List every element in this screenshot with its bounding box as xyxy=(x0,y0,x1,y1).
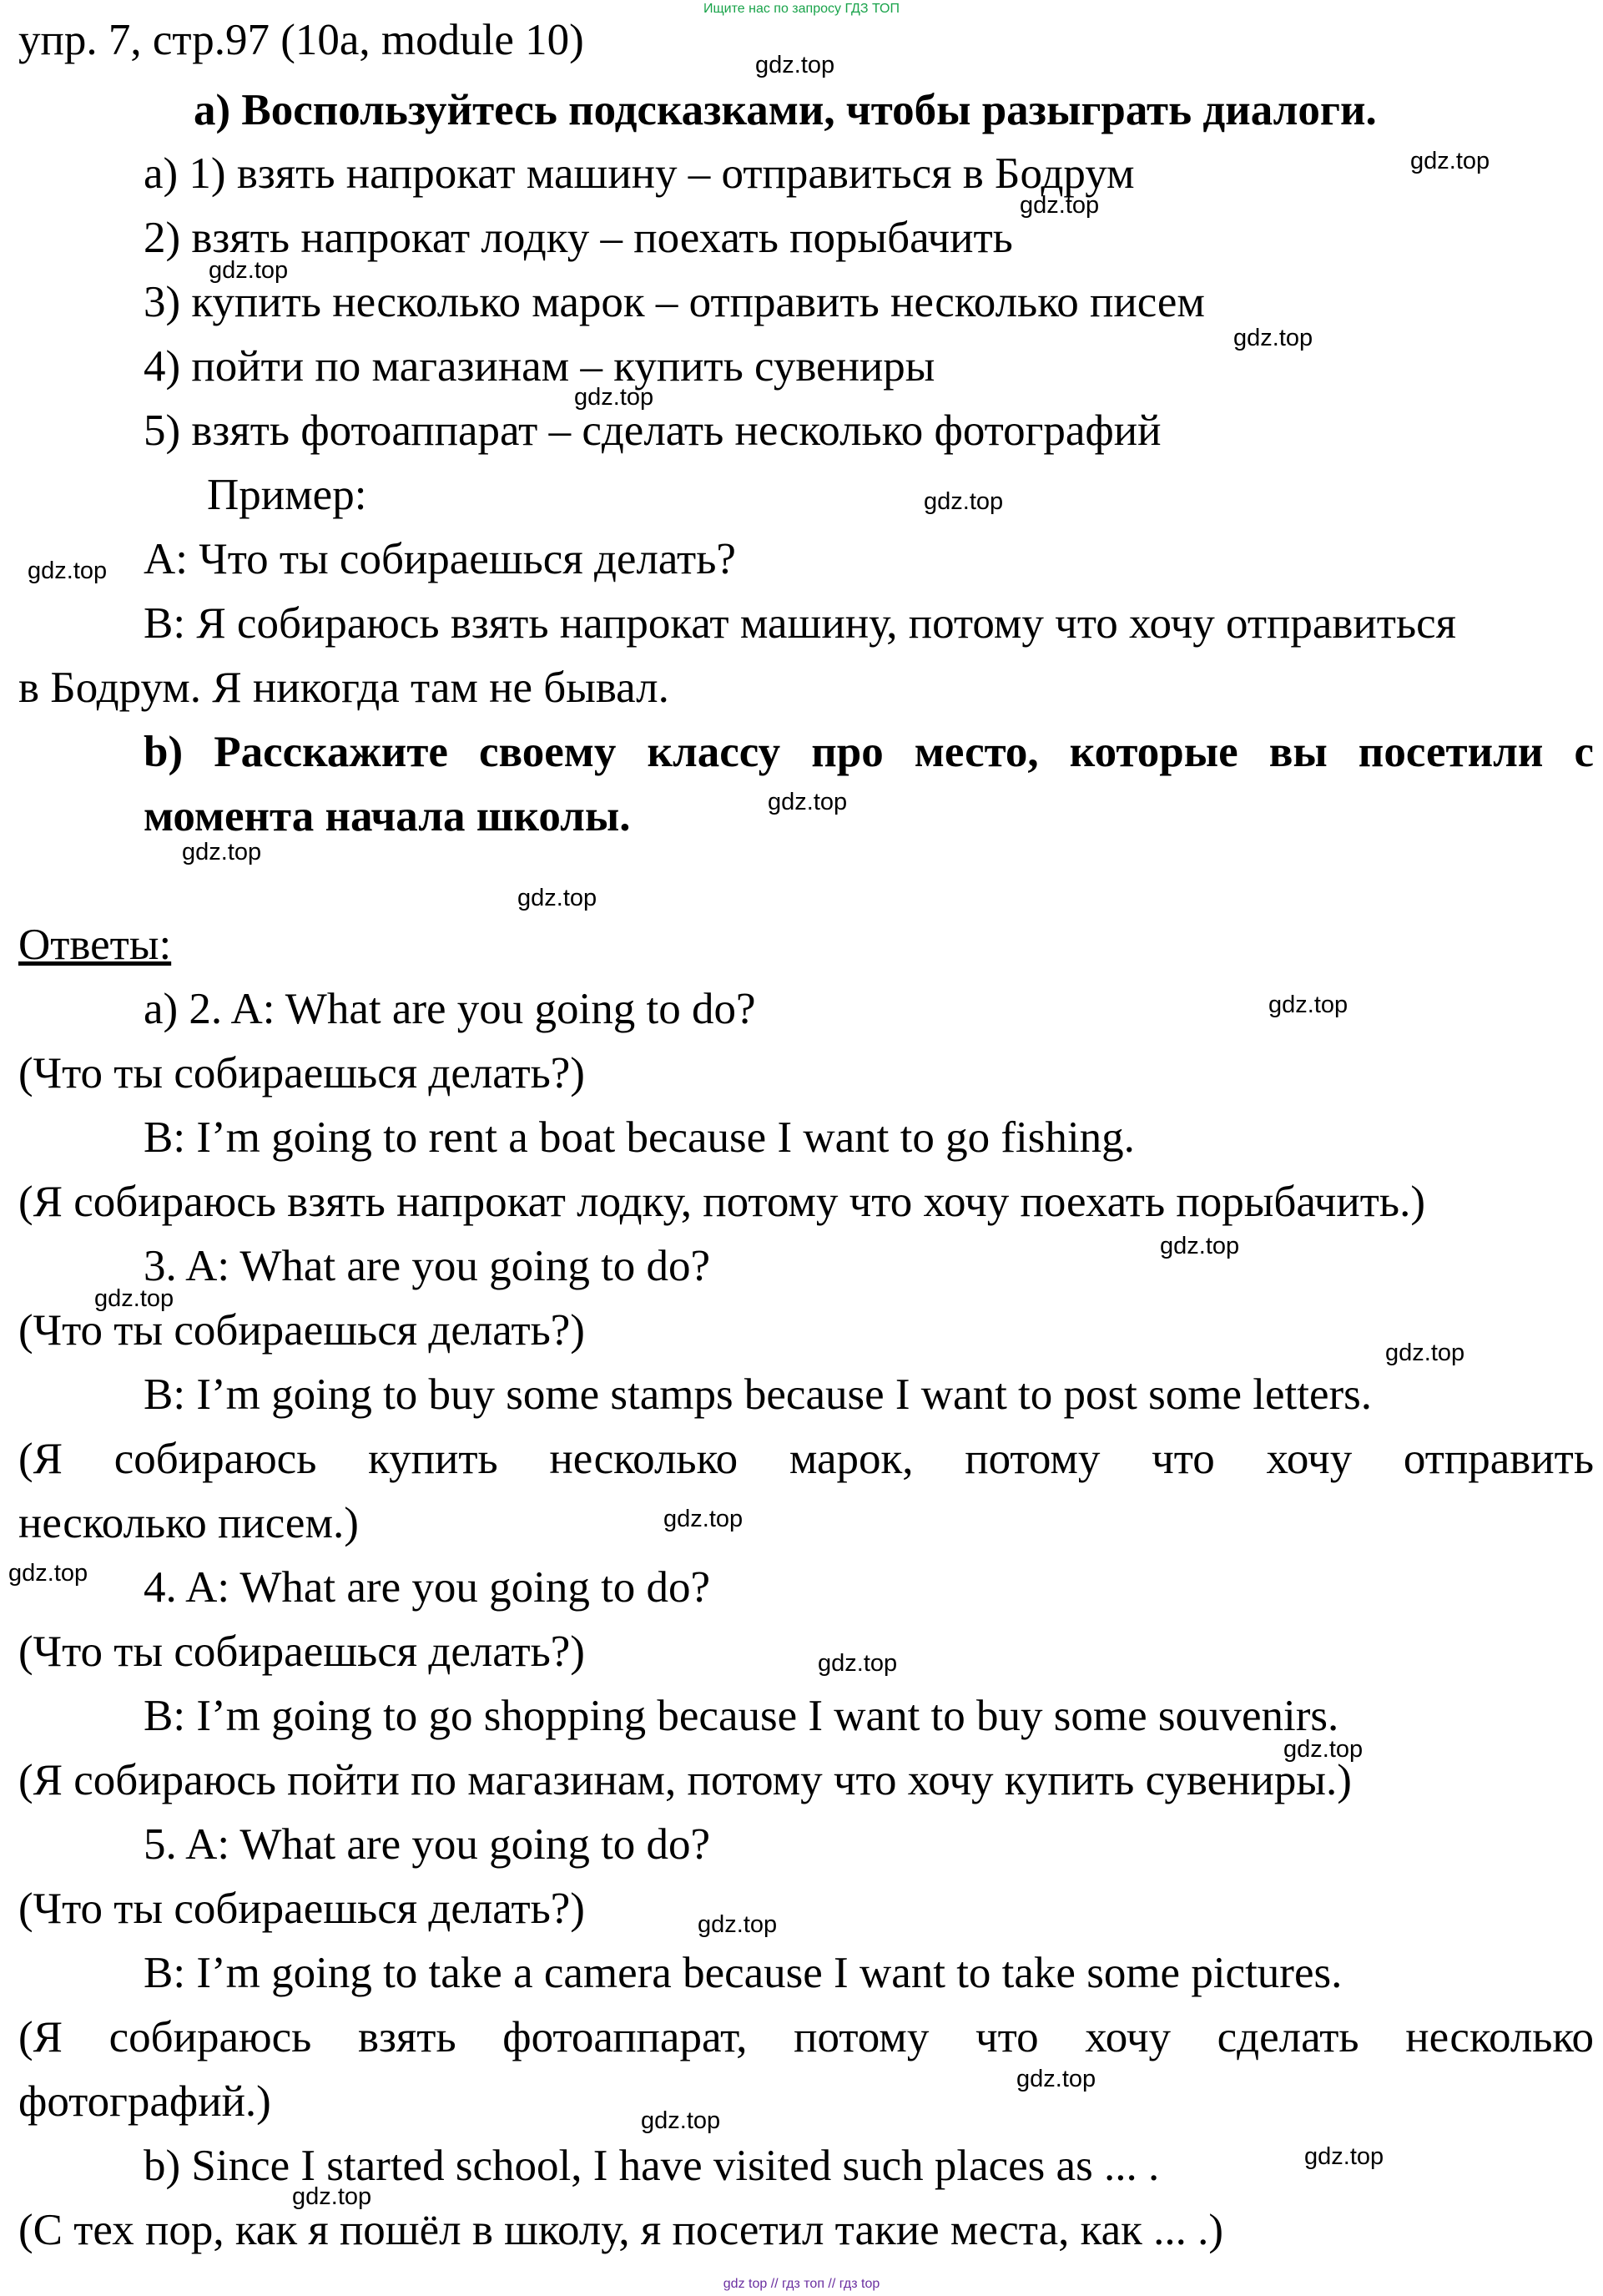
answer-line: (Я собираюсь взять фотоаппарат, потому что хочу сделать несколько xyxy=(18,2013,1594,2061)
answer-line: b) Since I started school, I have visited such places as ... . xyxy=(144,2142,1160,2190)
example-answer-line: В: Я собираюсь взять напрокат машину, потому что хочу отправиться xyxy=(144,599,1457,648)
answer-line: B: I’m going to buy some stamps because I want to post some letters. xyxy=(144,1370,1372,1419)
watermark: gdz.top xyxy=(1385,1340,1465,1366)
watermark: gdz.top xyxy=(182,839,262,865)
answers-label: Ответы: xyxy=(18,921,172,969)
watermark: gdz.top xyxy=(574,384,654,411)
answer-line: (Я собираюсь купить несколько марок, потому что хочу отправить xyxy=(18,1435,1594,1483)
watermark: gdz.top xyxy=(1268,992,1348,1018)
answer-line: 5. A: What are you going to do? xyxy=(144,1820,711,1869)
watermark: gdz.top xyxy=(1160,1233,1240,1259)
watermark: gdz.top xyxy=(663,1506,744,1532)
watermark: gdz.top xyxy=(94,1285,174,1312)
task-b-heading: момента начала школы. xyxy=(144,792,631,840)
answer-line: B: I’m going to take a camera because I want to take some pictures. xyxy=(144,1949,1343,1997)
answer-line: B: I’m going to go shopping because I want to buy some souvenirs. xyxy=(144,1692,1339,1740)
answer-line: B: I’m going to rent a boat because I want to go fishing. xyxy=(144,1113,1135,1162)
answer-line: (Я собираюсь пойти по магазинам, потому что хочу купить сувениры.) xyxy=(18,1756,1352,1804)
answer-line: (Что ты собираешься делать?) xyxy=(18,1885,585,1933)
prompt-item: 4) пойти по магазинам – купить сувениры xyxy=(144,342,935,391)
top-banner: Ищите нас по запросу ГДЗ ТОП xyxy=(703,2,900,16)
watermark: gdz.top xyxy=(924,488,1004,515)
answer-line: 4. A: What are you going to do? xyxy=(144,1563,711,1612)
watermark: gdz.top xyxy=(1410,148,1490,174)
answer-line: (Что ты собираешься делать?) xyxy=(18,1306,585,1355)
task-a-heading: a) Воспользуйтесь подсказками, чтобы разыграть диалоги. xyxy=(194,86,1377,134)
example-answer-line: в Бодрум. Я никогда там не бывал. xyxy=(18,664,669,712)
answer-line: (Что ты собираешься делать?) xyxy=(18,1049,585,1098)
answer-line: несколько писем.) xyxy=(18,1499,359,1547)
watermark: gdz.top xyxy=(768,789,848,815)
example-label: Пример: xyxy=(207,471,367,519)
watermark: gdz.top xyxy=(641,2107,721,2134)
prompt-item: 2) взять напрокат лодку – поехать порыбачить xyxy=(144,214,1013,262)
watermark: gdz.top xyxy=(1233,325,1313,351)
watermark: gdz.top xyxy=(8,1560,88,1587)
answer-line: a) 2. A: What are you going to do? xyxy=(144,985,756,1033)
example-question: А: Что ты собираешься делать? xyxy=(144,535,736,583)
watermark: gdz.top xyxy=(755,52,835,78)
prompt-item: 3) купить несколько марок – отправить несколько писем xyxy=(144,278,1205,326)
prompt-item: 5) взять фотоаппарат – сделать несколько фотографий xyxy=(144,406,1162,455)
watermark: gdz.top xyxy=(1283,1736,1364,1763)
watermark: gdz.top xyxy=(698,1911,778,1938)
watermark: gdz.top xyxy=(292,2183,372,2210)
watermark: gdz.top xyxy=(1304,2143,1384,2170)
answer-line: фотографий.) xyxy=(18,2077,271,2126)
exercise-title: упр. 7, стр.97 (10a, module 10) xyxy=(18,16,584,64)
watermark: gdz.top xyxy=(209,257,289,284)
watermark: gdz.top xyxy=(28,558,108,584)
task-b-heading: b) Расскажите своему классу про место, которые вы посетили с xyxy=(144,728,1594,776)
footer-watermark: gdz top // гдз топ // гдз top xyxy=(723,2277,880,2291)
answer-line: 3. A: What are you going to do? xyxy=(144,1242,711,1290)
watermark: gdz.top xyxy=(517,885,597,911)
answer-line: (Я собираюсь взять напрокат лодку, потому что хочу поехать порыбачить.) xyxy=(18,1178,1425,1226)
answer-line: (Что ты собираешься делать?) xyxy=(18,1627,585,1676)
watermark: gdz.top xyxy=(1020,192,1100,219)
answer-line: (С тех пор, как я пошёл в школу, я посетил такие места, как ... .) xyxy=(18,2206,1223,2254)
watermark: gdz.top xyxy=(1016,2066,1096,2092)
prompt-item: а) 1) взять напрокат машину – отправиться в Бодрум xyxy=(144,149,1135,198)
watermark: gdz.top xyxy=(818,1650,898,1677)
